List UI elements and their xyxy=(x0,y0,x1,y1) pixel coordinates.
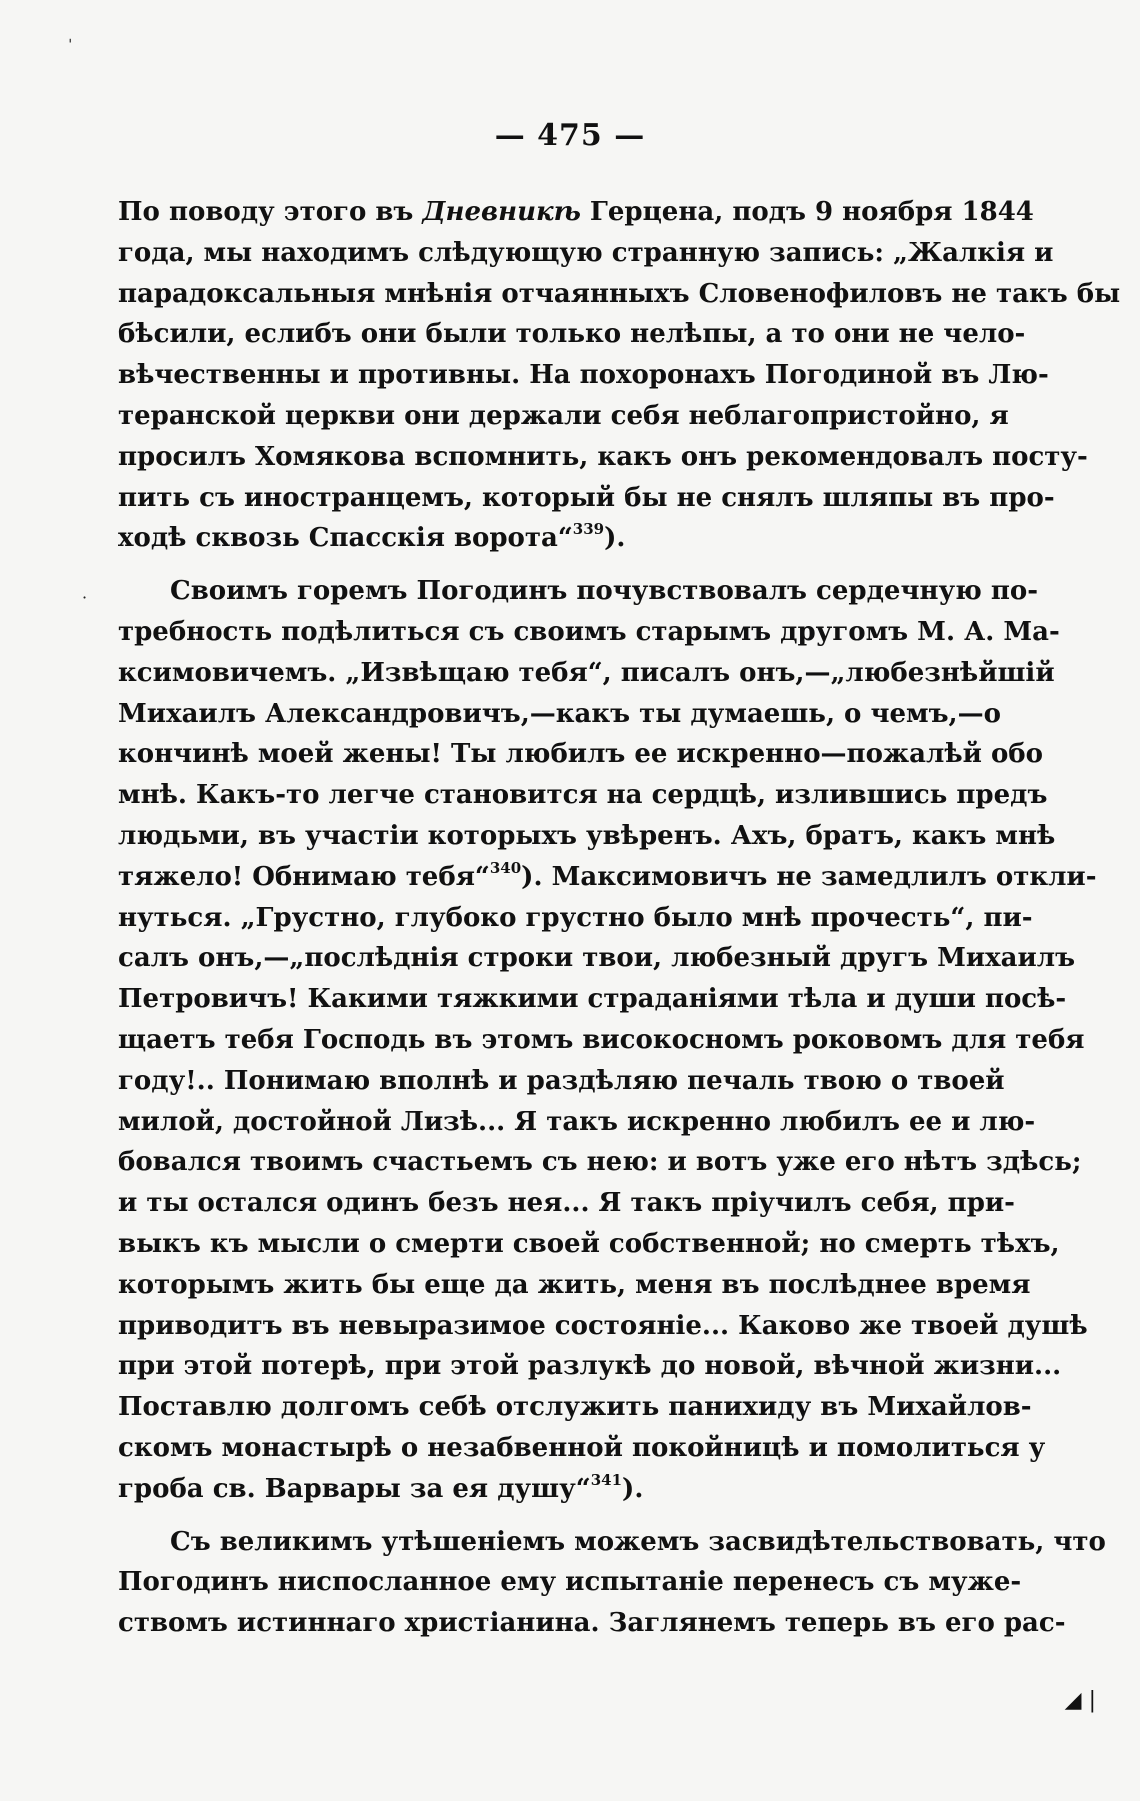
text-line: Своимъ горемъ Погодинъ почувствовалъ сердечную по- xyxy=(170,576,1039,607)
text-line: приводитъ въ невыразимое состояніе... Каково же твоей душѣ xyxy=(118,1310,1088,1341)
text-line: По поводу этого въ Дневникѣ Герцена, подъ 9 ноября 1844 xyxy=(118,197,1034,227)
corner-scan-mark: ◢ | xyxy=(1064,1688,1096,1713)
text-line: просилъ Хомякова вспомнить, какъ онъ рекомендовалъ посту- xyxy=(118,441,1088,472)
text-line: Съ великимъ утѣшеніемъ можемъ засвидѣтельствовать, что xyxy=(170,1526,1106,1557)
text-line: скомъ монастырѣ о незабвенной покойницѣ и помолиться у xyxy=(118,1432,1046,1463)
footnote-ref-341: 341 xyxy=(590,1470,623,1489)
text-line: ствомъ истиннаго христіанина. Заглянемъ теперь въ его рас- xyxy=(118,1608,1066,1639)
text-line: теранской церкви они держали себя неблагопристойно, я xyxy=(118,400,1009,431)
text-line: гроба св. Варвары за ея душу“$^{341}$). xyxy=(118,1470,644,1504)
text-line: требность подѣлиться съ своимъ старымъ другомъ М. А. Ма- xyxy=(118,616,1060,647)
text-line: тяжело! Обнимаю тебя“$^{340}$). Максимовичъ не замедлилъ откли- xyxy=(118,858,1097,892)
text-line: Михаилъ Александровичъ,—какъ ты думаешь, о чемъ,—о xyxy=(118,698,1001,729)
text-line: парадоксальныя мнѣнія отчаянныхъ Словенофиловъ не такъ бы xyxy=(118,278,1121,309)
text-line: людьми, въ участіи которыхъ увѣренъ. Ахъ, братъ, какъ мнѣ xyxy=(118,820,1056,851)
text-line: выкъ къ мысли о смерти своей собственной; но смерть тѣхъ, xyxy=(118,1228,1060,1259)
text-line: бѣсили, еслибъ они были только нелѣпы, а то они не чело- xyxy=(118,319,1026,350)
text-line: кончинѣ моей жены! Ты любилъ ее искренно—пожалѣй обо xyxy=(118,739,1043,770)
journal-title-italic: Дневникѣ xyxy=(422,197,581,227)
text-line: ходѣ сквозь Спасскія ворота“$^{339}$). xyxy=(118,520,626,554)
text-line: мнѣ. Какъ-то легче становится на сердцѣ, излившись предъ xyxy=(118,780,1048,811)
text-line: пить съ иностранцемъ, который бы не снялъ шляпы въ про- xyxy=(118,482,1055,513)
text-line: вѣчественны и противны. На похоронахъ Погодиной въ Лю- xyxy=(118,360,1049,391)
footnote-ref-340: 340 xyxy=(489,858,522,877)
text-line: года, мы находимъ слѣдующую странную запись: „Жалкія и xyxy=(118,237,1054,268)
text-line: Погодинъ ниспосланное ему испытаніе перенесъ съ муже- xyxy=(118,1567,1022,1598)
margin-speck-left: · xyxy=(82,588,88,607)
text-line: милой, достойной Лизѣ... Я такъ искренно любилъ ее и лю- xyxy=(118,1106,1036,1137)
text-line: нуться. „Грустно, глубоко грустно было мнѣ прочесть“, пи- xyxy=(118,902,1033,933)
text-line: Поставлю долгомъ себѣ отслужить панихиду въ Михайлов- xyxy=(118,1392,1032,1423)
text-line: салъ онъ,—„послѣднія строки твои, любезный другъ Михаилъ xyxy=(118,943,1076,974)
text-line: году!.. Понимаю вполнѣ и раздѣляю печаль твою о твоей xyxy=(118,1065,1005,1096)
text-line: Петровичъ! Какими тяжкими страданіями тѣла и души посѣ- xyxy=(118,984,1067,1015)
text-line: которымъ жить бы еще да жить, меня въ послѣднее время xyxy=(118,1269,1031,1300)
text-line: при этой потерѣ, при этой разлукѣ до новой, вѣчной жизни... xyxy=(118,1351,1062,1382)
body-text xyxy=(118,192,1121,1644)
text-line: бовался твоимъ счастьемъ съ нею: и вотъ уже его нѣтъ здѣсь; xyxy=(118,1147,1082,1178)
margin-speck-top: ˈ xyxy=(68,36,73,55)
page-number: — 475 — xyxy=(494,118,646,153)
text-line: щаетъ тебя Господь въ этомъ високосномъ роковомъ для тебя xyxy=(118,1024,1085,1055)
text-line: и ты остался одинъ безъ нея... Я такъ пріучилъ себя, при- xyxy=(118,1188,1015,1219)
text-line: ксимовичемъ. „Извѣщаю тебя“, писалъ онъ,—„любезнѣйшій xyxy=(118,657,1055,688)
footnote-ref-339: 339 xyxy=(572,520,605,539)
